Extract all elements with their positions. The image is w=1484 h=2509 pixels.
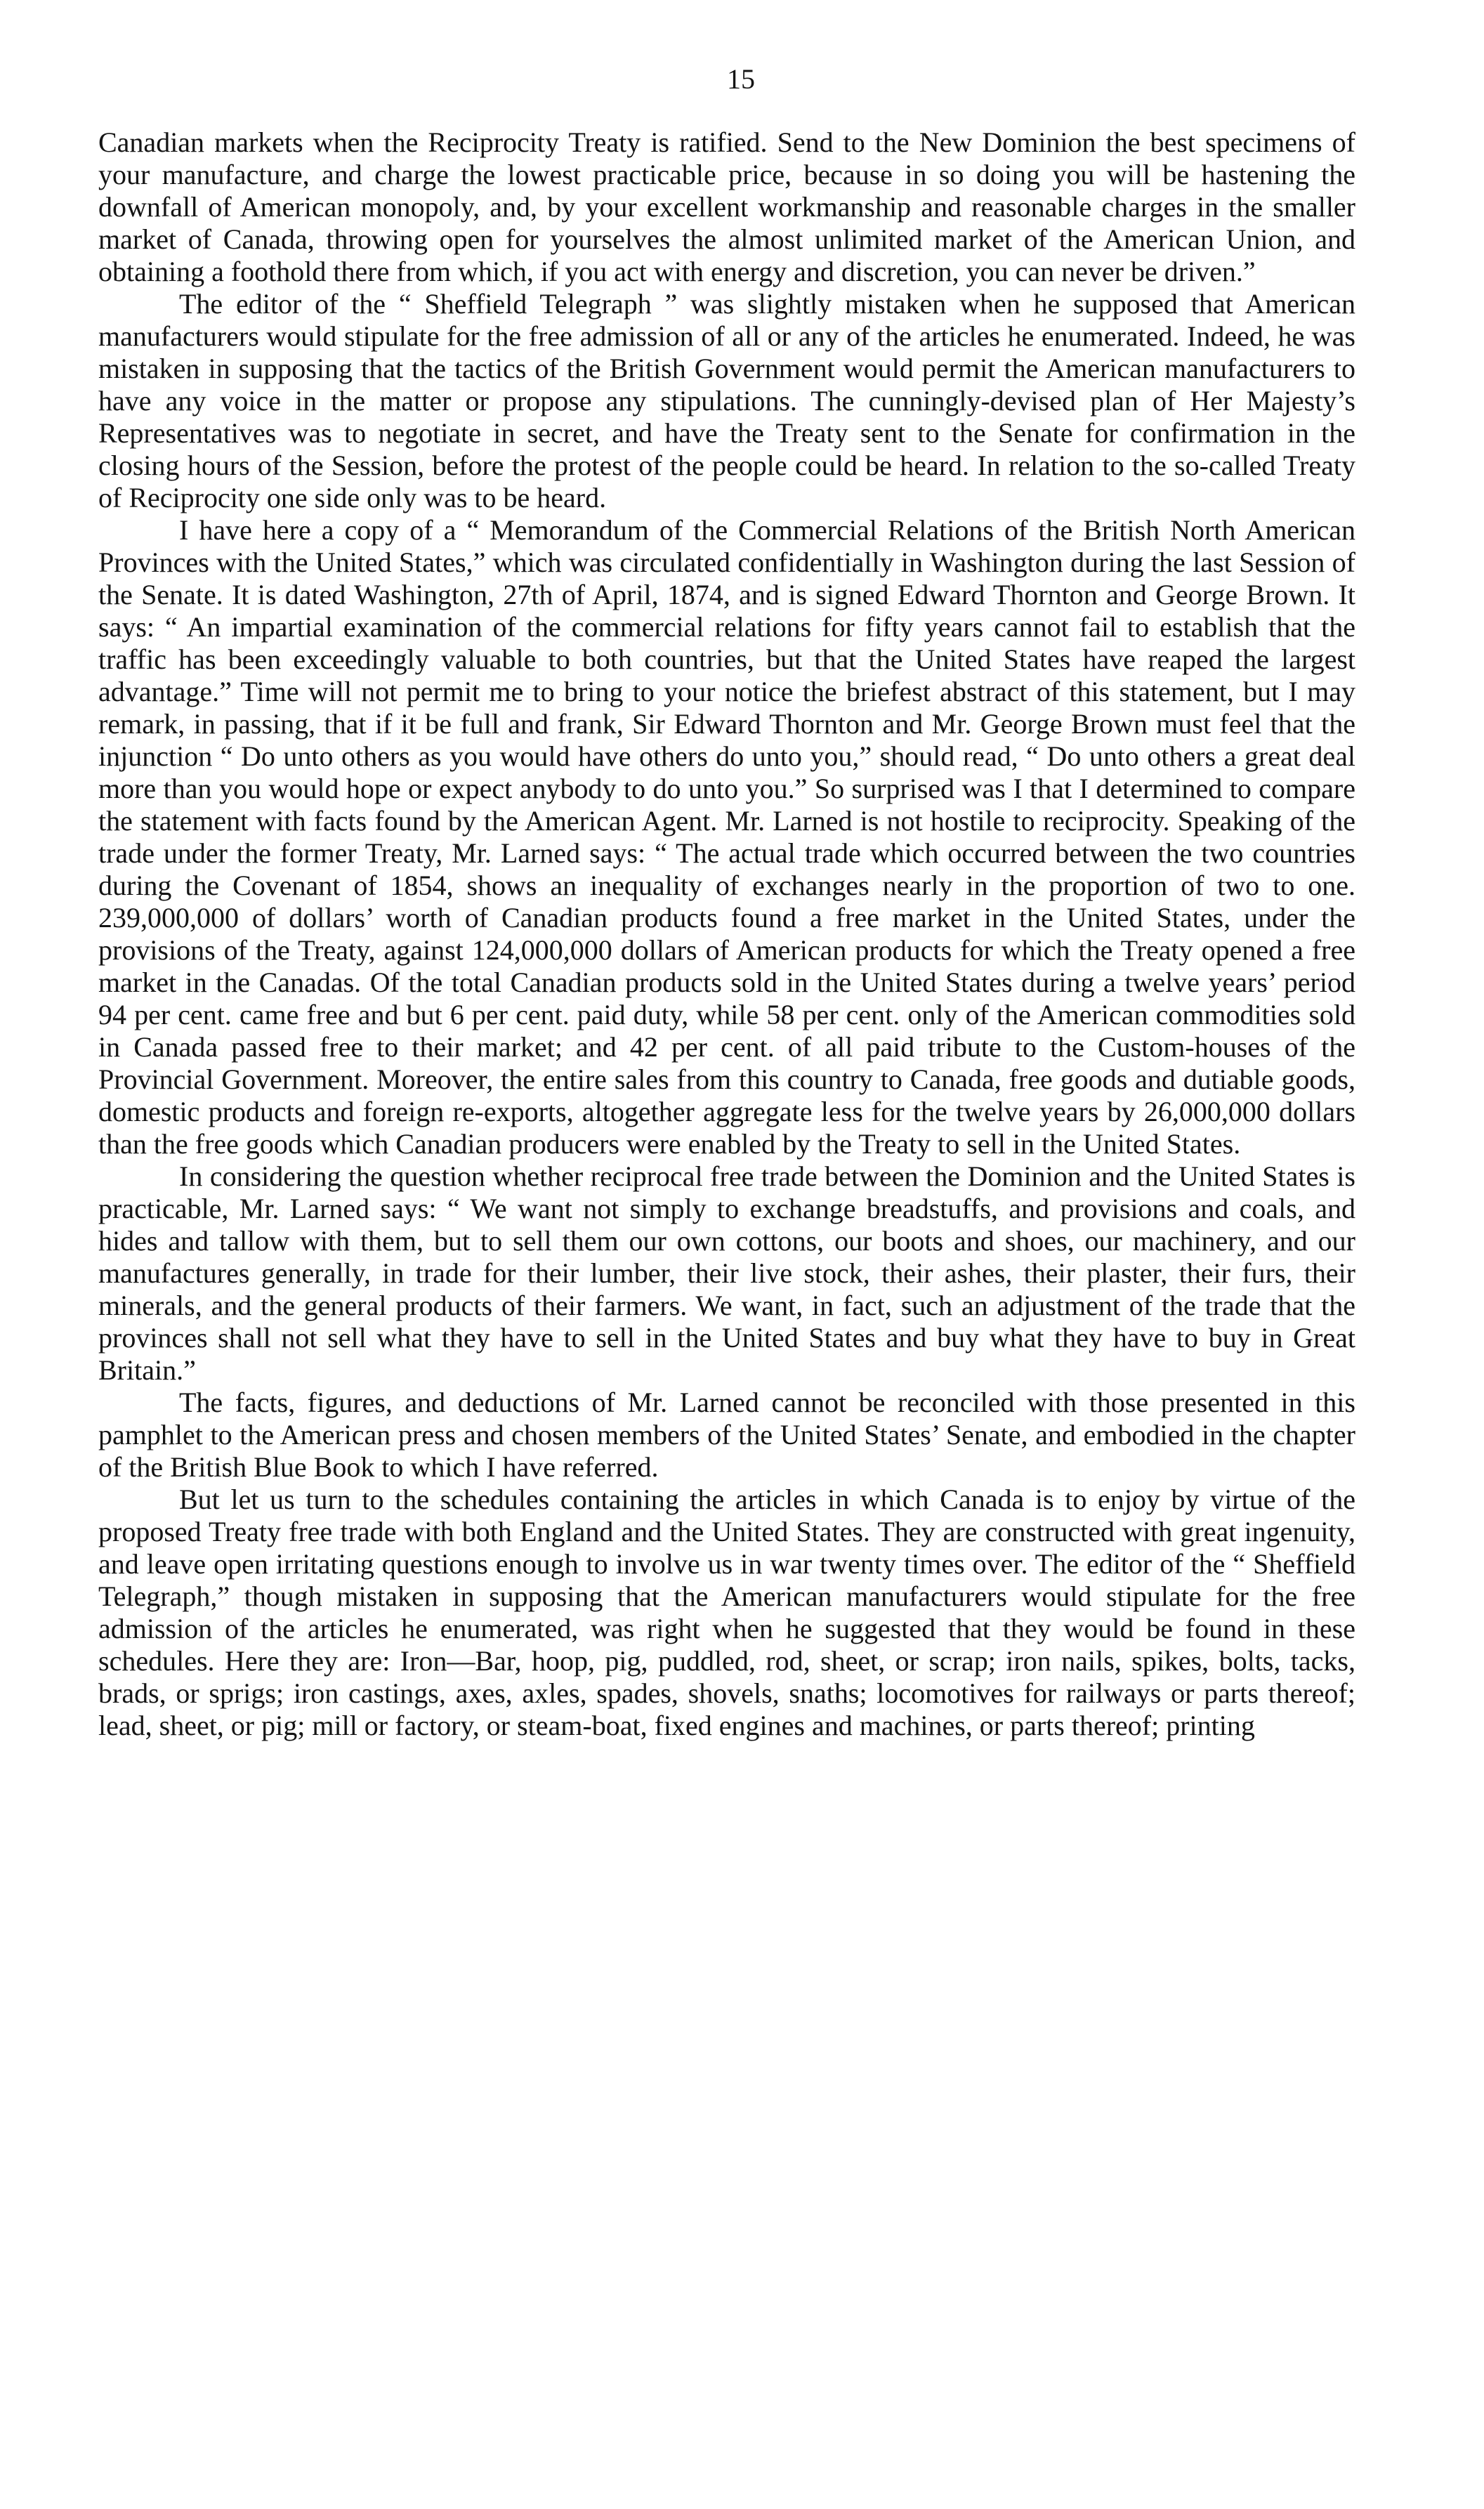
paragraph-6: But let us turn to the schedules containing the articles in which Canada is to enjoy by virtue of the proposed Treaty free trade with both England and the United States. They are constructed with great ingenuity, and leave open irritating questions enough to involve us in war twenty times over. The editor of the “ Sheffield Telegraph,” though mistaken in supposing that the American manufacturers would stipulate for the free admission of the articles he enumerated, was right when he suggested that they would be found in these schedules. Here they are: Iron—Bar, hoop, pig, puddled, rod, sheet, or scrap; iron nails, spikes, bolts, tacks, brads, or sprigs; iron castings, axes, axles, spades, shovels, snaths; locomotives for railways or parts thereof; lead, sheet, or pig; mill or factory, or steam-boat, fixed engines and machines, or parts thereof; printing <box>98 1483 1355 1741</box>
paragraph-3: I have here a copy of a “ Memorandum of the Commercial Relations of the British North American Provinces with the United States,” which was circulated confidentially in Washington during the last Session of the Senate. It is dated Washington, 27th of April, 1874, and is signed Edward Thornton and George Brown. It says: “ An impartial examination of the commercial relations for fifty years cannot fail to establish that the traffic has been exceedingly valuable to both countries, but that the United States have reaped the largest advantage.” Time will not permit me to bring to your notice the briefest abstract of this statement, but I may remark, in passing, that if it be full and frank, Sir Edward Thornton and Mr. George Brown must feel that the injunction “ Do unto others as you would have others do unto you,” should read, “ Do unto others a great deal more than you would hope or expect anybody to do unto you.” So surprised was I that I determined to compare the statement with facts found by the American Agent. Mr. Larned is not hostile to reciprocity. Speaking of the trade under the former Treaty, Mr. Larned says: “ The actual trade which occurred between the two countries during the Covenant of 1854, shows an inequality of exchanges nearly in the proportion of two to one. 239,000,000 of dollars’ worth of Canadian products found a free market in the United States, under the provisions of the Treaty, against 124,000,000 dollars of American products for which the Treaty opened a free market in the Canadas. Of the total Canadian products sold in the United States during a twelve years’ period 94 per cent. came free and but 6 per cent. paid duty, while 58 per cent. only of the American commodities sold in Canada passed free to their market; and 42 per cent. of all paid tribute to the Custom-houses of the Provincial Government. Moreover, the entire sales from this country to Canada, free goods and dutiable goods, domestic products and foreign re-exports, altogether aggregate less for the twelve years by 26,000,000 dollars than the free goods which Canadian producers were enabled by the Treaty to sell in the United States. <box>98 514 1355 1160</box>
document-page <box>98 63 1355 1742</box>
page-number: 15 <box>727 63 755 95</box>
paragraph-1: Canadian markets when the Reciprocity Treaty is ratified. Send to the New Dominion the best specimens of your manufacture, and charge the lowest practicable price, because in so doing you will be hastening the downfall of American monopoly, and, by your excellent workmanship and reasonable charges in the smaller market of Canada, throwing open for yourselves the almost unlimited market of the American Union, and obtaining a foothold there from which, if you act with energy and discretion, you can never be driven.” <box>98 126 1355 287</box>
paragraph-4: In considering the question whether reciprocal free trade between the Dominion and the United States is practicable, Mr. Larned says: “ We want not simply to exchange breadstuffs, and provisions and coals, and hides and tallow with them, but to sell them our own cottons, our boots and shoes, our machinery, and our manufactures generally, in trade for their lumber, their live stock, their ashes, their plaster, their furs, their minerals, and the general products of their farmers. We want, in fact, such an adjustment of the trade that the provinces shall not sell what they have to sell in the United States and buy what they have to buy in Great Britain.” <box>98 1160 1355 1386</box>
paragraph-5: The facts, figures, and deductions of Mr. Larned cannot be reconciled with those presented in this pamphlet to the American press and chosen members of the United States’ Senate, and embodied in the chapter of the British Blue Book to which I have referred. <box>98 1387 1355 1483</box>
paragraph-2: The editor of the “ Sheffield Telegraph ” was slightly mistaken when he supposed that American manufacturers would stipulate for the free admission of all or any of the articles he enumerated. Indeed, he was mistaken in supposing that the tactics of the British Government would permit the American manufacturers to have any voice in the matter or propose any stipulations. The cunningly-devised plan of Her Majesty’s Representatives was to negotiate in secret, and have the Treaty sent to the Senate for confirmation in the closing hours of the Session, before the protest of the people could be heard. In relation to the so-called Treaty of Reciprocity one side only was to be heard. <box>98 288 1355 513</box>
